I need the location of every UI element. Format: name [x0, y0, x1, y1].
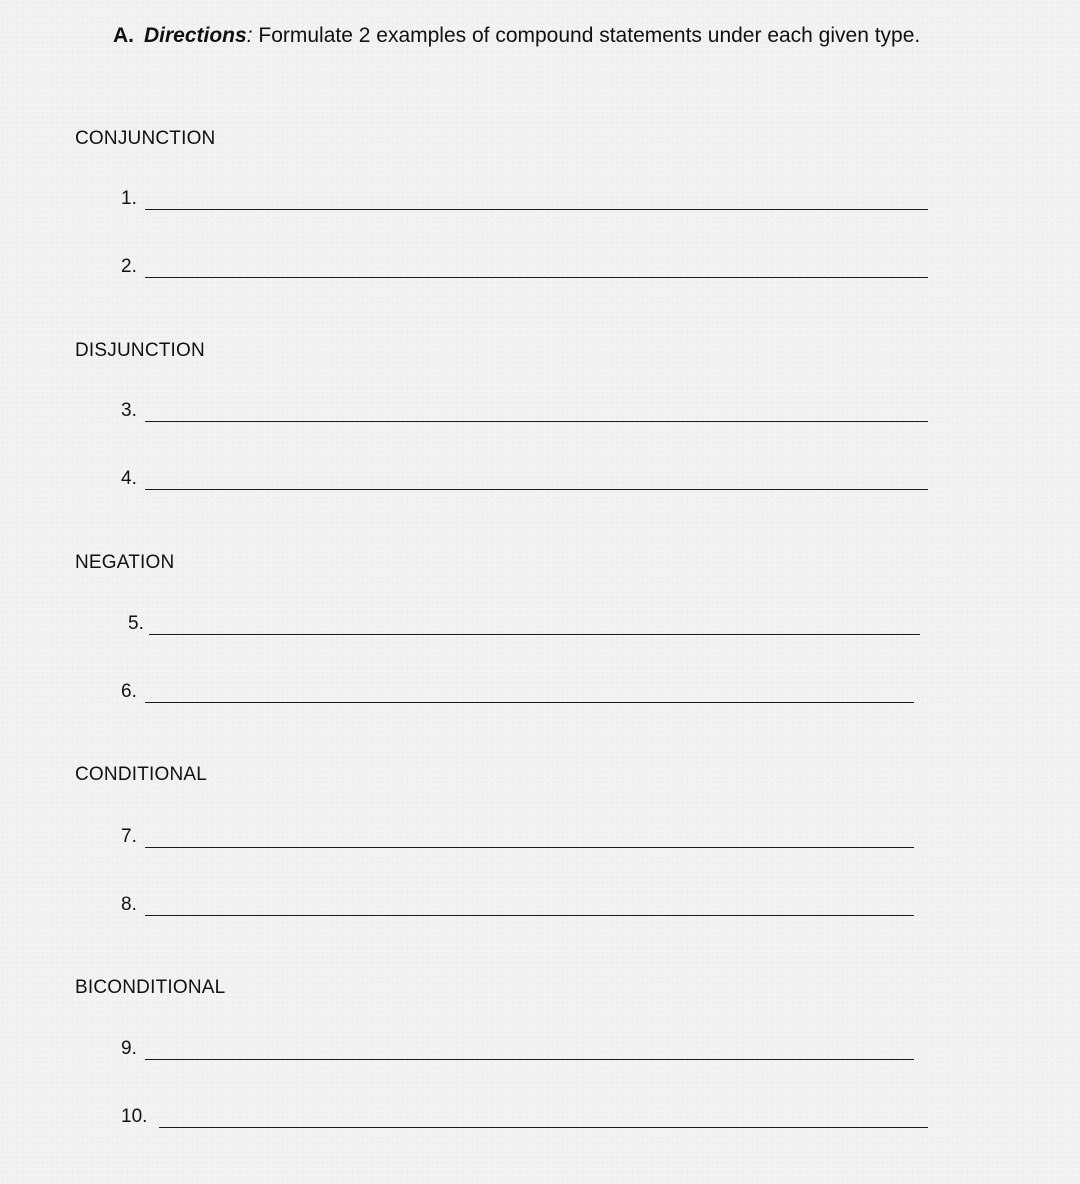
section-letter: A.	[113, 24, 134, 47]
answer-item-10	[121, 1105, 931, 1131]
section-title-conditional: CONDITIONAL	[75, 764, 208, 785]
answer-line-7[interactable]	[145, 847, 914, 848]
section-title-biconditional: BICONDITIONAL	[75, 977, 226, 998]
answer-item-6	[121, 680, 921, 706]
answer-item-8	[121, 893, 921, 919]
answer-item-2	[121, 255, 931, 281]
item-number: 8.	[121, 894, 137, 915]
item-number: 3.	[121, 400, 137, 421]
item-number: 7.	[121, 826, 137, 847]
item-number: 6.	[121, 681, 137, 702]
directions-heading	[113, 22, 920, 50]
answer-line-10[interactable]	[159, 1127, 928, 1128]
answer-line-1[interactable]	[145, 209, 928, 210]
answer-item-1	[121, 187, 931, 213]
answer-line-8[interactable]	[145, 915, 914, 916]
item-number: 1.	[121, 188, 137, 209]
answer-line-2[interactable]	[145, 277, 928, 278]
directions-label: Directions	[144, 24, 247, 47]
answer-item-5	[128, 612, 928, 638]
answer-line-5[interactable]	[149, 634, 920, 635]
answer-line-6[interactable]	[145, 702, 914, 703]
item-number: 2.	[121, 256, 137, 277]
section-title-conjunction: CONJUNCTION	[75, 128, 216, 149]
answer-line-4[interactable]	[145, 489, 928, 490]
section-title-negation: NEGATION	[75, 552, 175, 573]
answer-item-9	[121, 1037, 921, 1063]
directions-text: Formulate 2 examples of compound statements under each given type.	[252, 24, 921, 47]
answer-line-3[interactable]	[145, 421, 928, 422]
answer-line-9[interactable]	[145, 1059, 914, 1060]
section-title-disjunction: DISJUNCTION	[75, 340, 205, 361]
answer-item-3	[121, 399, 931, 425]
directions-colon: :	[246, 24, 253, 47]
item-number: 4.	[121, 468, 137, 489]
item-number: 9.	[121, 1038, 137, 1059]
answer-item-4	[121, 467, 931, 493]
item-number: 5.	[128, 613, 144, 634]
answer-item-7	[121, 825, 921, 851]
item-number: 10.	[121, 1106, 148, 1127]
